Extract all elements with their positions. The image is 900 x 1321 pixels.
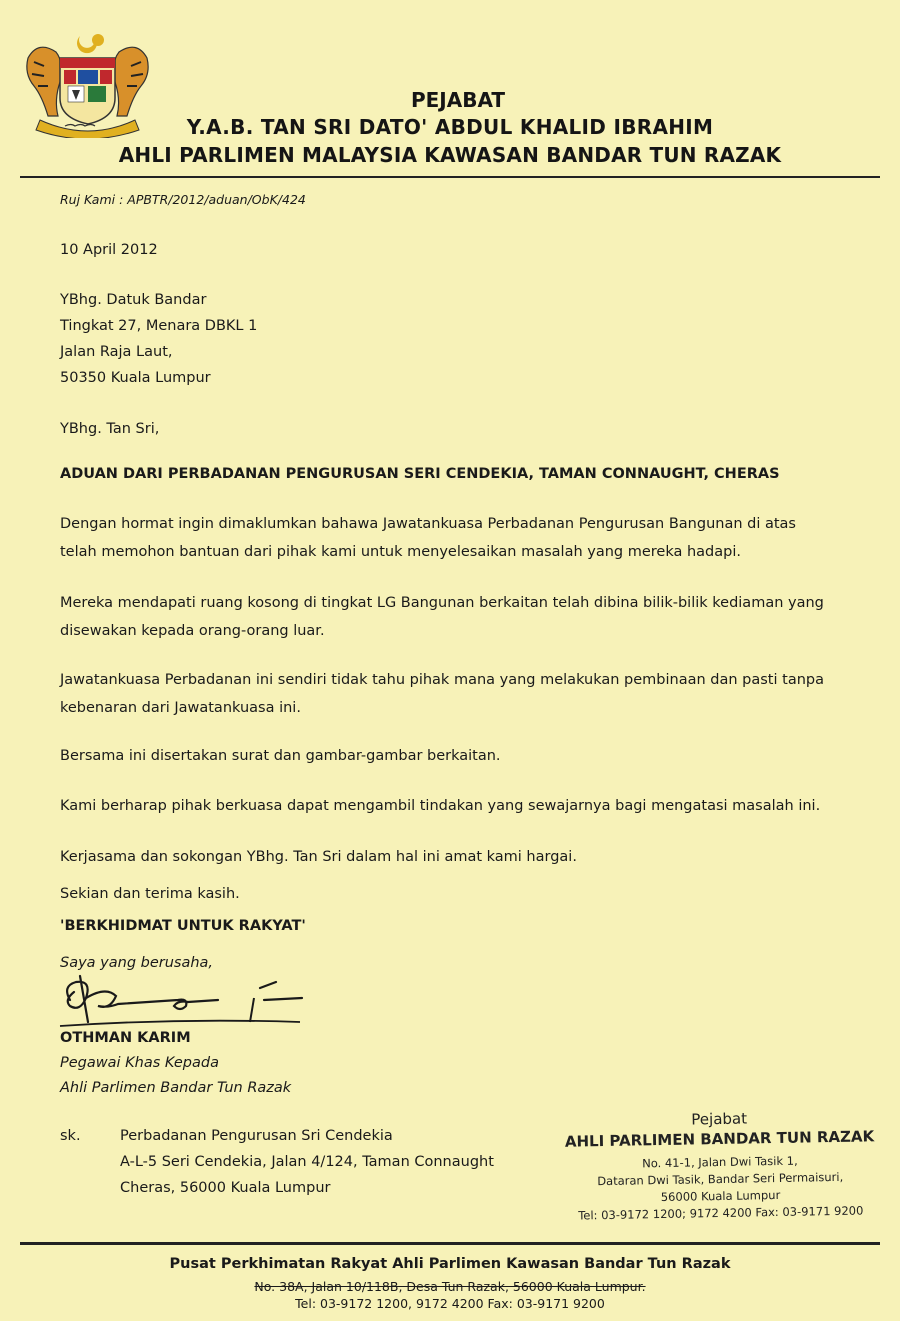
signatory-name: OTHMAN KARIM <box>60 1030 191 1046</box>
cc-line: A-L-5 Seri Cendekia, Jalan 4/124, Taman Connaught <box>120 1154 494 1170</box>
body-paragraph: Jawatankuasa Perbadanan ini sendiri tidak tahu pihak mana yang melakukan pembinaan dan pasti tanpa kebenaran dari Jawatankuasa ini. <box>60 672 824 716</box>
handwritten-signature <box>56 970 316 1030</box>
cc-label: sk. <box>60 1128 81 1144</box>
motto: 'BERKHIDMAT UNTUK RAKYAT' <box>60 918 306 934</box>
cc-line: Perbadanan Pengurusan Sri Cendekia <box>120 1128 393 1144</box>
letterhead-constituency: AHLI PARLIMEN MALAYSIA KAWASAN BANDAR TUN RAZAK <box>118 143 782 167</box>
header-divider <box>20 176 880 178</box>
body-paragraph: Bersama ini disertakan surat dan gambar-gambar berkaitan. <box>60 748 501 764</box>
sign-off: Saya yang berusaha, <box>60 955 214 971</box>
footer-contact: Tel: 03-9172 1200, 9172 4200 Fax: 03-9171 9200 <box>295 1296 605 1311</box>
signatory-title: Pegawai Khas Kepada <box>60 1055 219 1071</box>
recipient-line: YBhg. Datuk Bandar <box>60 292 207 308</box>
letterhead-name: Y.A.B. TAN SRI DATO' ABDUL KHALID IBRAHIM <box>186 115 714 139</box>
letter-date: 10 April 2012 <box>60 242 158 258</box>
recipient-line: 50350 Kuala Lumpur <box>60 370 211 386</box>
cc-line: Cheras, 56000 Kuala Lumpur <box>120 1180 331 1196</box>
body-paragraph: Kerjasama dan sokongan YBhg. Tan Sri dalam hal ini amat kami hargai. <box>60 849 577 865</box>
footer-office-name: Pusat Perkhimatan Rakyat Ahli Parlimen Kawasan Bandar Tun Razak <box>169 1256 731 1272</box>
footer-divider <box>20 1242 880 1245</box>
salutation: YBhg. Tan Sri, <box>60 421 160 437</box>
reference-number: Ruj Kami : APBTR/2012/aduan/ObK/424 <box>60 192 306 207</box>
signatory-title: Ahli Parlimen Bandar Tun Razak <box>60 1080 292 1096</box>
body-paragraph: Kami berharap pihak berkuasa dapat mengambil tindakan yang sewajarnya bagi mengatasi masalah ini. <box>60 798 821 814</box>
body-paragraph: Mereka mendapati ruang kosong di tingkat LG Bangunan berkaitan telah dibina bilik-bilik kediaman yang disewakan kepada orang-orang luar. <box>60 595 824 639</box>
recipient-line: Jalan Raja Laut, <box>60 344 173 360</box>
letter-subject: ADUAN DARI PERBADANAN PENGURUSAN SERI CENDEKIA, TAMAN CONNAUGHT, CHERAS <box>60 466 780 482</box>
closing-line: Sekian dan terima kasih. <box>60 886 240 902</box>
letterhead-office: PEJABAT <box>410 88 506 112</box>
footer-address-struck: No. 38A, Jalan 10/118B, Desa Tun Razak, 56000 Kuala Lumpur. <box>254 1279 646 1294</box>
office-stamp: Pejabat AHLI PARLIMEN BANDAR TUN RAZAK No. 41-1, Jalan Dwi Tasik 1, Dataran Dwi Tasik, Bandar Seri Permaisuri, 56000 Kuala Lumpur Tel: 03-9172 1200; 9172 4200 Fax: 03-9171 9200 <box>564 1109 875 1223</box>
body-paragraph: Dengan hormat ingin dimaklumkan bahawa Jawatankuasa Perbadanan Pengurusan Bangunan di atas telah memohon bantuan dari pihak kami untuk menyelesaikan masalah yang mereka hadapi. <box>60 516 796 560</box>
recipient-line: Tingkat 27, Menara DBKL 1 <box>60 318 258 334</box>
